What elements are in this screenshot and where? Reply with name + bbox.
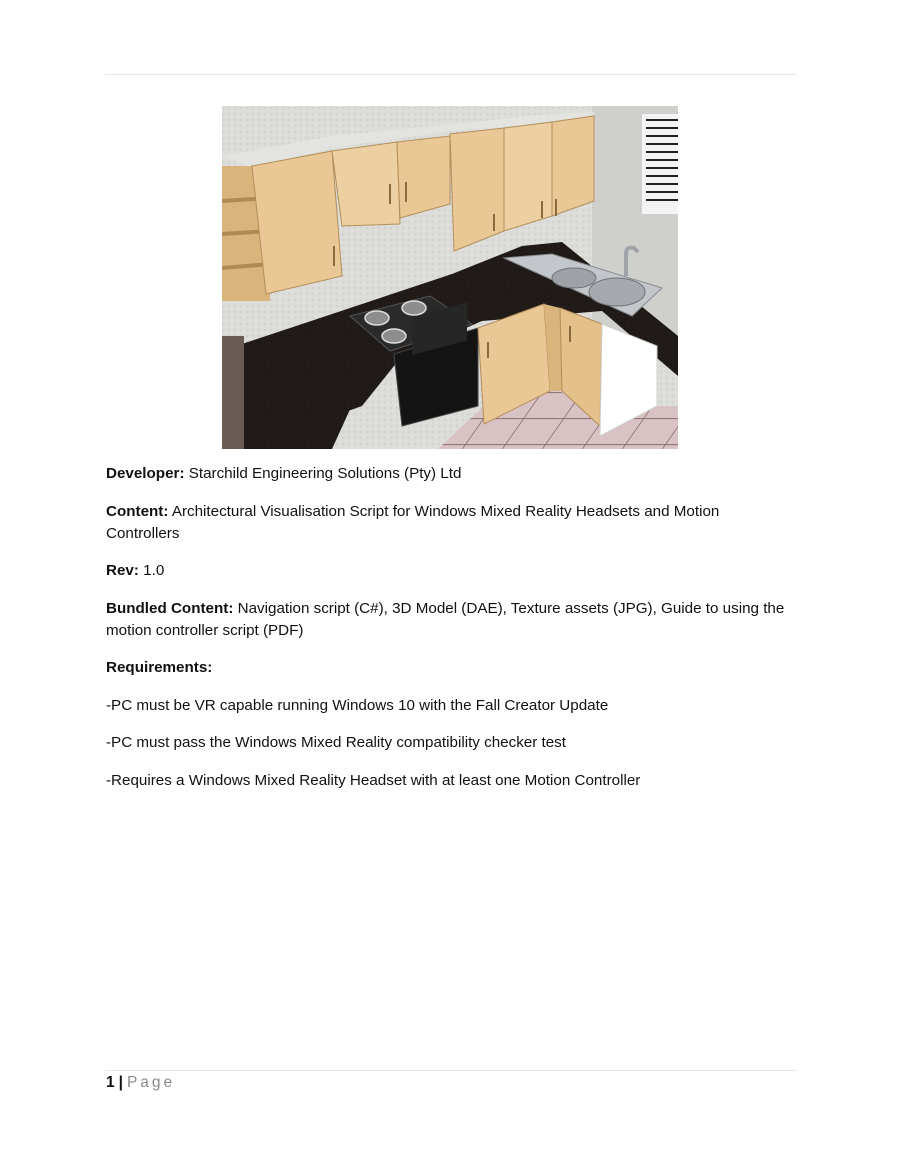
bundled-content-value: Navigation script (C#), 3D Model (DAE), Texture assets (JPG), Guide to using the motion controller script (PDF) <box>106 599 785 639</box>
kitchen-rendering-image <box>222 106 678 449</box>
developer-line <box>106 463 796 485</box>
requirement-item: -Requires a Windows Mixed Reality Headset with at least one Motion Controller <box>106 771 641 789</box>
developer-value: Starchild Engineering Solutions (Pty) Ltd <box>188 465 462 482</box>
bundled-content-label: Bundled Content: <box>106 599 234 617</box>
header-rule <box>105 74 797 75</box>
page-number: 1 <box>106 1074 115 1091</box>
content-value: Architectural Visualisation Script for Windows Mixed Reality Headsets and Motion Controllers <box>106 502 720 542</box>
footer-rule <box>105 1070 797 1071</box>
content-label: Content: <box>106 502 169 520</box>
bundled-content-line <box>106 598 796 642</box>
requirements-heading <box>106 657 796 679</box>
requirements-label: Requirements: <box>106 659 213 676</box>
requirement-item: -PC must pass the Windows Mixed Reality compatibility checker test <box>106 734 567 751</box>
document-body <box>106 463 796 807</box>
page-footer <box>106 1073 175 1093</box>
content-line <box>106 501 796 545</box>
page-label: Page <box>126 1074 176 1091</box>
footer-separator: | <box>118 1074 123 1091</box>
rev-line <box>106 560 796 582</box>
developer-label: Developer: <box>106 465 185 482</box>
rev-value: 1.0 <box>143 562 165 579</box>
requirement-item: -PC must be VR capable running Windows 10 with the Fall Creator Update <box>106 696 609 714</box>
rev-label: Rev: <box>106 562 139 579</box>
